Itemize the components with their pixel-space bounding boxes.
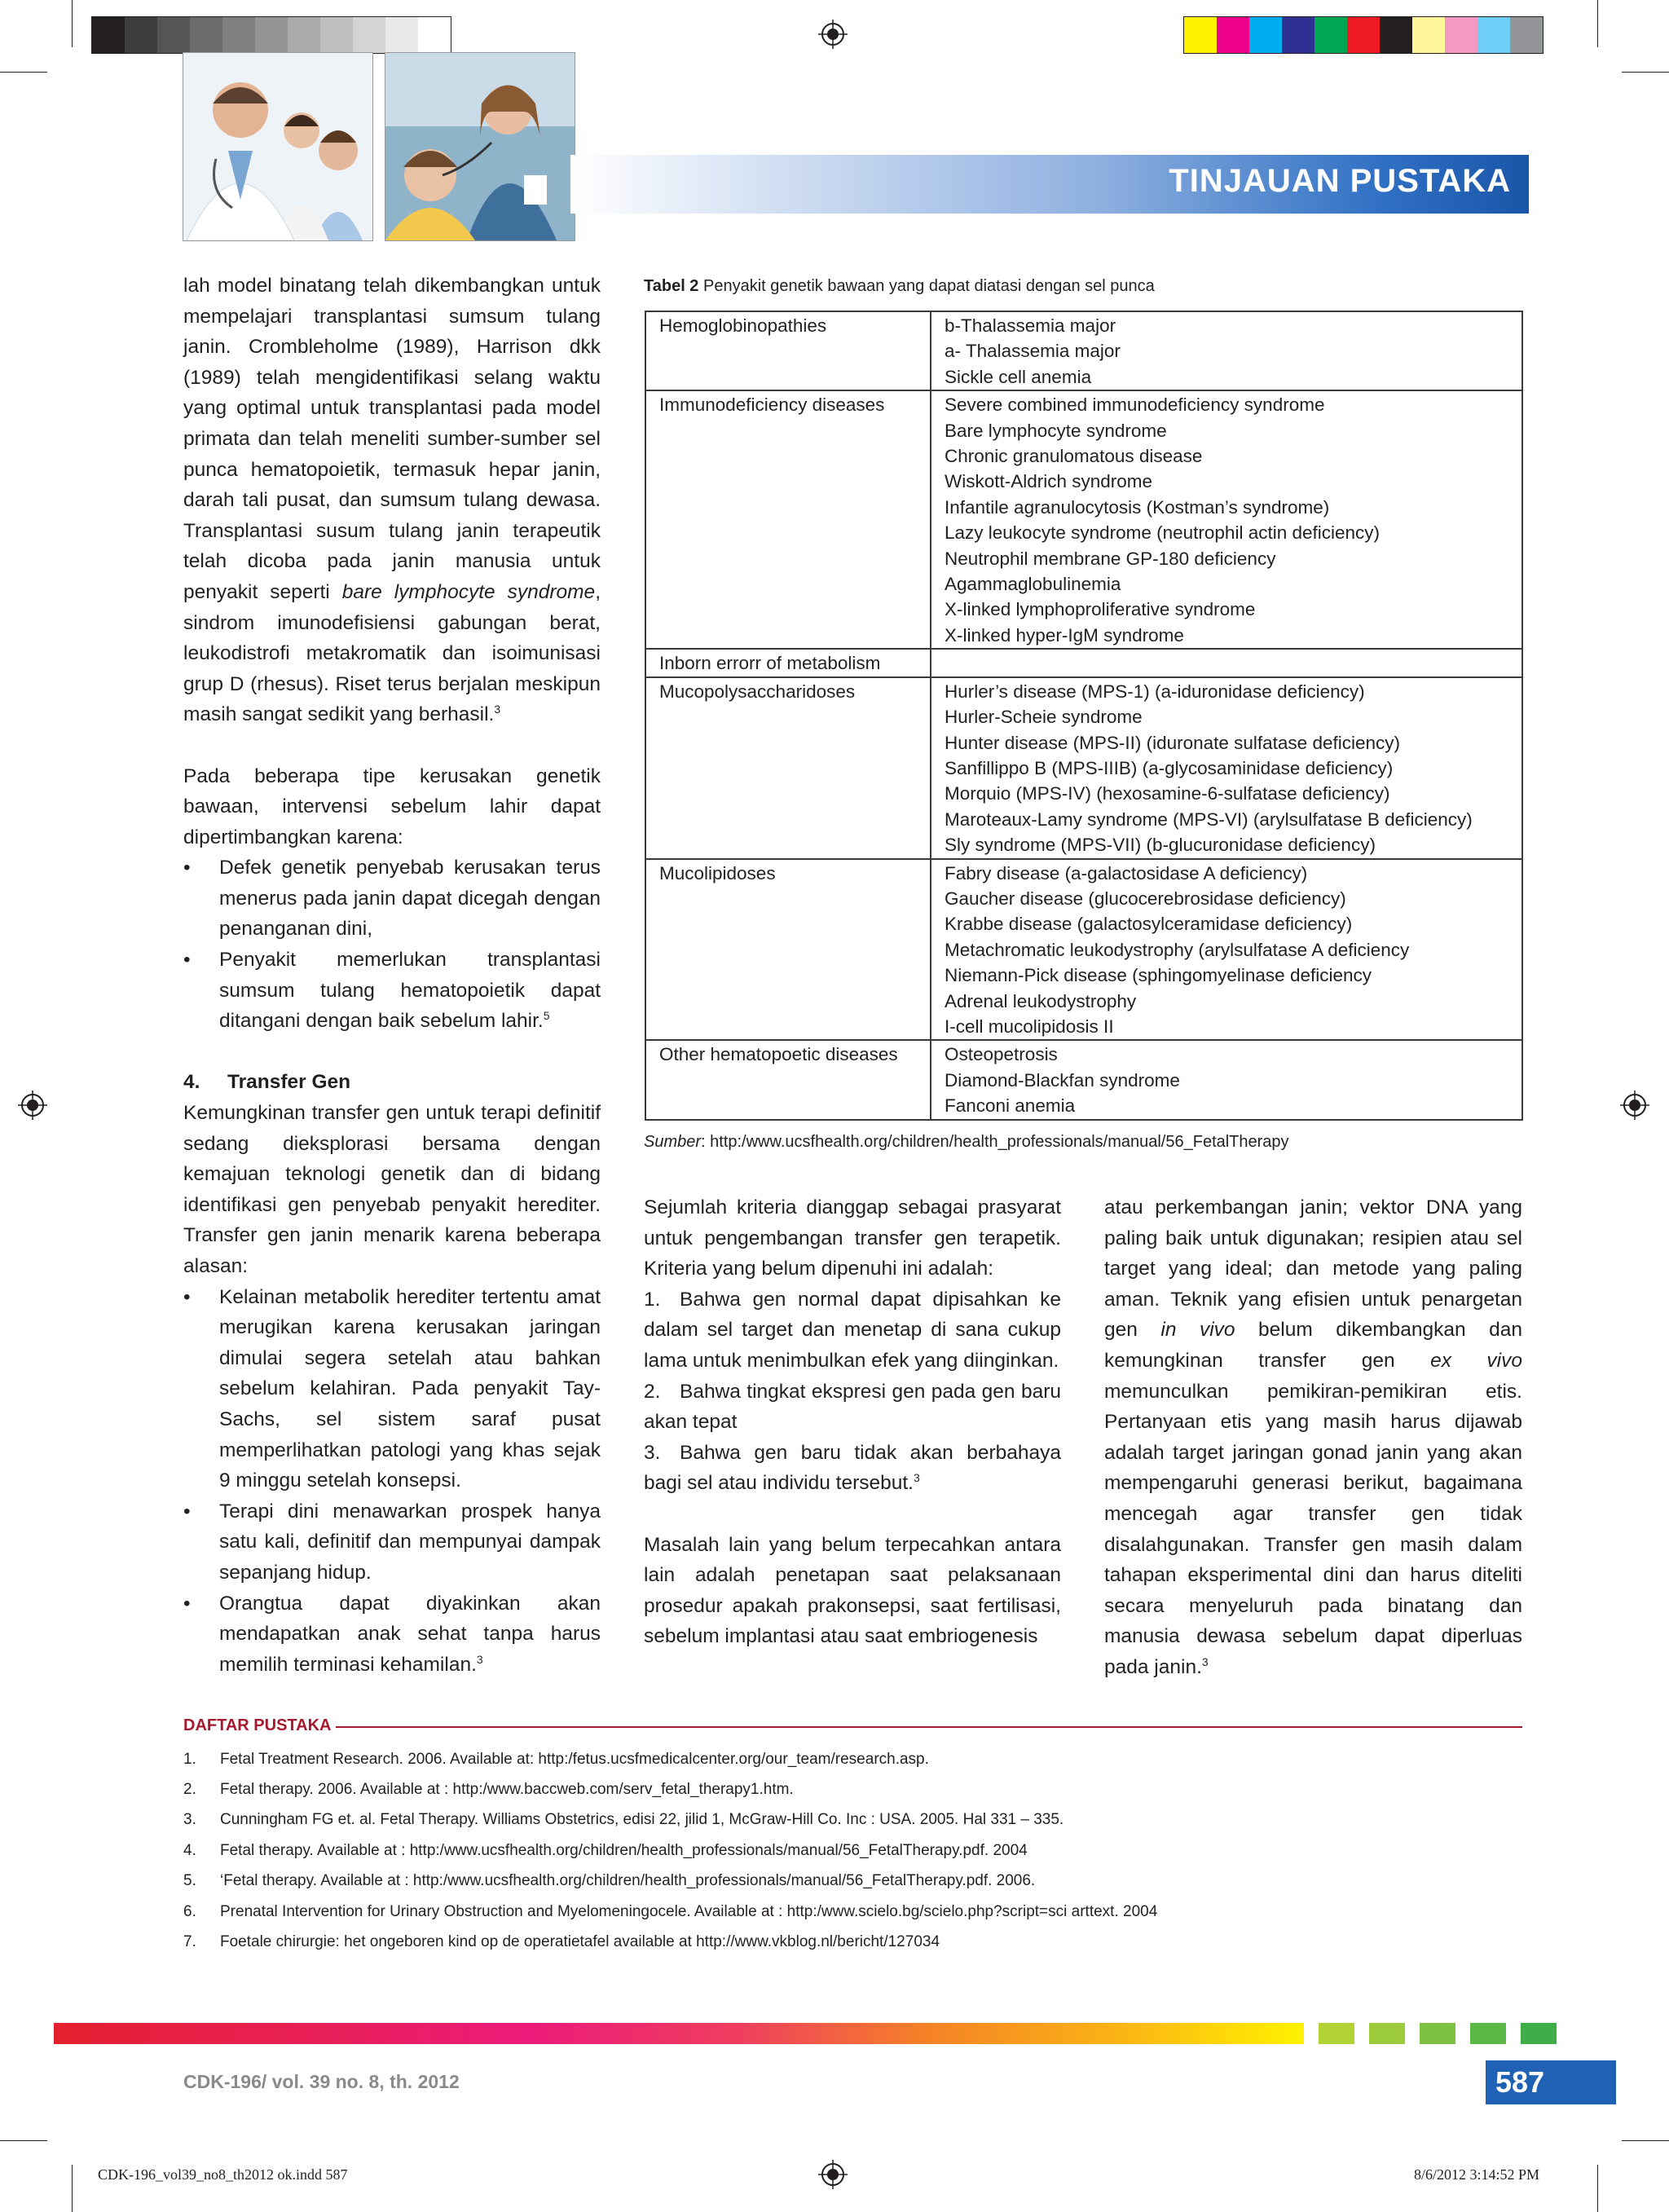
gray-swatch [222,17,255,53]
color-swatch [1412,17,1445,53]
paragraph: lah model binatang telah dikembangkan untuk mempelajari transplantasi sumsum tulang janin. Crombleholme (1989), Harrison dkk (1989) telah mengidentifikasi selang waktu yang optimal untuk transplantasi pada model primata dan telah meneliti sumber-sumber sel punca hematopoietik, termasuk hepar janin, darah tali pusat, dan sumsum tulang dewasa. Transplantasi susum tulang janin terapeutik telah dicoba pada janin manusia untuk penyakit seperti bare lymphocyte syndrome, sindrom imunodefisiensi gabungan berat, leukodistrofi metakromatik dan isoimunisasi grup D (rhesus). Riset terus berjalan meskipun masih sangat sedikit yang berhasil.$^3$ [183,275,601,726]
reference-item [183,1744,1536,1774]
disease-item: Niemann-Pick disease (sphingomyelinase deficiency [945,965,1372,986]
disease-item: Hurler’s disease (MPS-1) (a-iduronidase deficiency) [945,681,1365,702]
page-number: 587 [1486,2060,1616,2104]
category-cell: Mucolipidoses [645,859,931,1041]
color-swatch [1445,17,1477,53]
registration-mark-icon [818,2160,848,2189]
reference-text: Fetal Treatment Research. 2006. Available at: http:/fetus.ucsfmedicalcenter.org/our_team/research.asp. [220,1750,929,1768]
middle-column [644,1192,1061,1652]
table-caption: Tabel 2 Penyakit genetik bawaan yang dapat diatasi dengan sel punca [644,277,1155,295]
footer-green-blocks [1319,2023,1571,2044]
green-block [1521,2023,1557,2044]
reference-item [183,1835,1536,1866]
reference-item [183,1774,1536,1804]
green-block [1369,2023,1405,2044]
disease-item: Sickle cell anemia [945,366,1092,387]
table-row [645,649,1522,676]
category-cell: Immunodeficiency diseases [645,390,931,649]
disease-item: Severe combined immunodeficiency syndrome [945,394,1325,416]
paragraph: Masalah lain yang belum terpecahkan antara lain adalah penetapan saat pelaksanaan prosedur apakah prakonsepsi, saat fertilisasi, sebelum implantasi atau saat embriogenesis [644,1533,1061,1648]
disease-item: Hurler-Scheie syndrome [945,707,1143,728]
crop-mark [72,0,73,47]
paragraph: Sejumlah kriteria dianggap sebagai prasyarat untuk pengembangan transfer gen terapetik. Kriteria yang belum dipenuhi ini adalah: [644,1196,1061,1280]
reference-text: Foetale chirurgie: het ongeboren kind op de operatietafel available at http://www.vkblog.nl/bericht/127034 [220,1933,940,1951]
slug-file: CDK-196_vol39_no8_th2012 ok.indd 587 [98,2166,348,2183]
crop-mark [72,2165,73,2212]
crop-mark [1597,0,1598,47]
gray-swatch [320,17,353,53]
section-heading: 4. Transfer Gen [183,1071,351,1094]
registration-mark-icon [18,1091,47,1120]
reference-number: 3. [183,1811,196,1829]
gray-swatch [418,17,451,53]
disease-table [645,311,1523,1121]
reference-text: ‘Fetal therapy. Available at : http:/www.ucsfhealth.org/children/health_professionals/manual/56_FetalTherapy.pdf. 2006. [220,1872,1036,1890]
numbered-item: 3. Bahwa gen baru tidak akan berbahaya bagi sel atau individu tersebut.$^3$ [644,1441,1061,1495]
crop-mark [1622,72,1669,73]
color-swatch [1184,17,1217,53]
disease-item: X-linked hyper-IgM syndrome [945,624,1184,646]
reference-text: Fetal therapy. 2006. Available at : http:/www.baccweb.com/serv_fetal_therapy1.htm. [220,1781,794,1799]
slug-date: 8/6/2012 3:14:52 PM [1414,2166,1540,2183]
disease-item: Infantile agranulocytosis (Kostman’s syndrome) [945,496,1330,518]
references-list [183,1744,1536,1958]
table-row [645,390,1522,649]
table-row [645,859,1522,1041]
reference-text: Prenatal Intervention for Urinary Obstruction and Myelomeningocele. Available at : http:/www.scielo.bg/scielo.php?script=sci arttext. 2004 [220,1902,1158,1920]
bullet-item: • Orangtua dapat diyakinkan akan mendapatkan anak sehat tanpa harus memilih terminasi kehamilan.$^3$ [183,1592,601,1676]
paragraph: atau perkembangan janin; vektor DNA yang paling baik untuk digunakan; resipien atau sel target yang ideal; dan metode yang paling aman. Teknik yang efisien untuk penargetan gen in vivo belum dikembangkan dan kemungkinan transfer gen ex vivo memunculkan pemikiran-pemikiran etis. Pertanyaan etis yang masih harus dijawab adalah target jaringan gonad janin yang akan mempengaruhi generasi berikut, bagaimana mencegah agar transfer gen tidak disalahgunakan. Transfer gen masih dalam tahapan eksperimental dini dan harus diteliti secara menyeluruh pada binatang dan manusia dewasa sebelum dapat diperluas pada janin.$^3$ [1104,1196,1522,1678]
reference-number: 7. [183,1933,196,1951]
bullet-item: • Defek genetik penyebab kerusakan terus menerus pada janin dapat dicegah dengan penanganan dini, [183,857,601,941]
references-divider [336,1726,1522,1728]
category-cell: Other hematopoetic diseases [645,1040,931,1119]
disease-item: Fabry disease (a-galactosidase A deficiency) [945,862,1308,883]
reference-item [183,1866,1536,1897]
references-heading: DAFTAR PUSTAKA [183,1716,332,1734]
disease-item: I-cell mucolipidosis II [945,1016,1114,1037]
disease-item: Lazy leukocyte syndrome (neutrophil actin deficiency) [945,522,1381,544]
category-cell: Inborn errorr of metabolism [645,649,931,676]
reference-number: 4. [183,1841,196,1859]
gray-swatch [353,17,385,53]
gray-swatch [255,17,288,53]
bullet-item: • Kelainan metabolik herediter tertentu amat merugikan karena kerusakan jaringan dimulai segera setelah atau bahkan sebelum kelahiran. Pada penyakit Tay-Sachs, sel sistem saraf pusat memperlihatkan patologi yang khas sejak 9 minggu setelah konsepsi. [183,1285,601,1492]
header-photo-pediatric-exam [385,52,575,241]
table-source: Sumber: http:/www.ucsfhealth.org/children/health_professionals/manual/56_FetalTherapy [644,1133,1289,1151]
registration-mark-icon [1620,1091,1649,1120]
disease-item: Sanfillippo B (MPS-IIIB) (a-glycosaminidase deficiency) [945,757,1394,778]
reference-number: 1. [183,1750,196,1768]
grayscale-calibration-bar [91,16,451,54]
paragraph: Kemungkinan transfer gen untuk terapi definitif sedang dieksplorasi bersama dengan kemajuan teknologi genetik dan di bidang identifikasi gen penyebab penyakit herediter. Transfer gen janin menarik karena beberapa alasan: [183,1102,601,1277]
disease-item: Morquio (MPS-IV) (hexosamine-6-sulfatase deficiency) [945,783,1390,804]
reference-text: Cunningham FG et. al. Fetal Therapy. Williams Obstetrics, edisi 22, jilid 1, McGraw-Hill Co. Inc : USA. 2005. Hal 331 – 335. [220,1811,1064,1829]
reference-item [183,1927,1536,1957]
color-swatch [1315,17,1347,53]
disease-item: Fanconi anemia [945,1095,1076,1117]
disease-item: Agammaglobulinemia [945,574,1121,595]
section-header-bar [570,155,1529,214]
color-calibration-bar [1183,16,1543,54]
disease-item: Adrenal leukodystrophy [945,990,1137,1011]
gray-swatch [125,17,157,53]
paragraph: Pada beberapa tipe kerusakan genetik bawaan, intervensi sebelum lahir dapat dipertimbangkan karena: [183,765,601,848]
green-block [1420,2023,1455,2044]
disease-item: Maroteaux-Lamy syndrome (MPS-VI) (arylsulfatase B deficiency) [945,809,1473,830]
gray-swatch [92,17,125,53]
color-swatch [1249,17,1282,53]
disease-item: Krabbe disease (galactosylceramidase deficiency) [945,914,1353,935]
bullet-item: • Terapi dini menawarkan prospek hanya satu kali, definitif dan mempunyai dampak sepanjang hidup. [183,1500,601,1584]
gray-swatch [385,17,418,53]
disease-item: X-linked lymphoproliferative syndrome [945,599,1256,620]
disease-item: Wiskott-Aldrich syndrome [945,471,1153,492]
disease-item: b-Thalassemia major [945,315,1116,336]
table-row [645,311,1522,390]
disease-item: Bare lymphocyte syndrome [945,420,1167,441]
green-block [1319,2023,1354,2044]
crop-mark [1622,2140,1669,2141]
color-swatch [1380,17,1412,53]
disease-item: Diamond-Blackfan syndrome [945,1069,1180,1091]
registration-mark-icon [818,20,848,49]
color-swatch [1347,17,1380,53]
section-title: TINJAUAN PUSTAKA [1169,163,1511,199]
bullet-item: • Penyakit memerlukan transplantasi sumsum tulang hematopoietik dapat ditangani dengan baik sebelum lahir.$^5$ [183,949,601,1033]
numbered-item: 1. Bahwa gen normal dapat dipisahkan ke dalam sel target dan menetap di sana cukup lama untuk menimbulkan efek yang diinginkan. [644,1288,1061,1372]
diseases-cell [931,649,1522,676]
table-row [645,1040,1522,1119]
disease-item: Neutrophil membrane GP-180 deficiency [945,548,1276,569]
footer-gradient-bar [54,2023,1304,2044]
reference-text: Fetal therapy. Available at : http:/www.ucsfhealth.org/children/health_professionals/manual/56_FetalTherapy.pdf. 2004 [220,1841,1028,1859]
disease-item: Osteopetrosis [945,1044,1058,1065]
green-block [1470,2023,1506,2044]
crop-mark [0,2140,47,2141]
numbered-item: 2. Bahwa tingkat ekspresi gen pada gen baru akan tepat [644,1380,1061,1434]
reference-number: 2. [183,1781,196,1799]
diseases-cell [931,677,1522,859]
color-swatch [1282,17,1315,53]
diseases-cell [931,311,1522,390]
left-column [183,271,601,1680]
diseases-cell [931,390,1522,649]
reference-number: 6. [183,1902,196,1920]
category-cell: Mucopolysaccharidoses [645,677,931,859]
reference-item [183,1897,1536,1927]
gray-swatch [190,17,222,53]
header-photo-doctors [183,52,373,241]
right-column [1104,1192,1522,1683]
reference-number: 5. [183,1872,196,1890]
diseases-cell [931,1040,1522,1119]
color-swatch [1510,17,1543,53]
gray-swatch [288,17,320,53]
disease-item: Gaucher disease (glucocerebrosidase deficiency) [945,888,1346,909]
gray-swatch [157,17,190,53]
disease-item: Metachromatic leukodystrophy (arylsulfatase A deficiency [945,939,1410,960]
disease-item: Chronic granulomatous disease [945,446,1203,467]
crop-mark [0,72,47,73]
disease-item: Hunter disease (MPS-II) (iduronate sulfatase deficiency) [945,732,1400,753]
disease-item: a- Thalassemia major [945,341,1121,362]
reference-item [183,1805,1536,1835]
diseases-cell [931,859,1522,1041]
table-row [645,677,1522,859]
category-cell: Hemoglobinopathies [645,311,931,390]
color-swatch [1217,17,1249,53]
crop-mark [1597,2165,1598,2212]
disease-item: Sly syndrome (MPS-VII) (b-glucuronidase deficiency) [945,835,1376,856]
color-swatch [1477,17,1510,53]
journal-info: CDK-196/ vol. 39 no. 8, th. 2012 [183,2071,460,2092]
